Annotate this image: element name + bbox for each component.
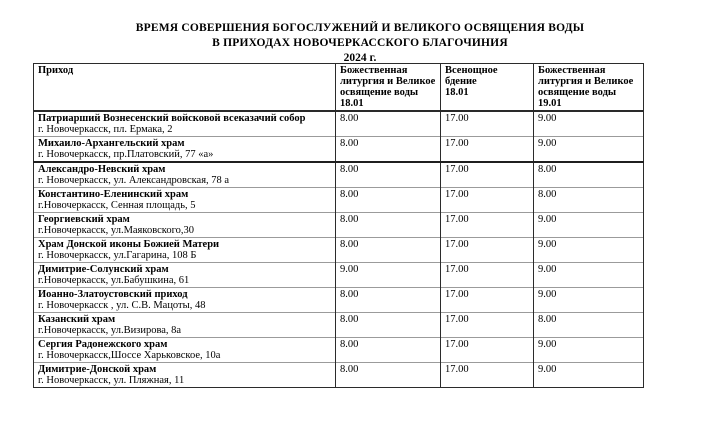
parish-cell [34, 363, 336, 388]
table-row [34, 213, 644, 238]
parish-name: Александро-Невский храм [38, 164, 166, 175]
vigil-18-time-cell: 17.00 [441, 363, 534, 388]
vigil-18-time-cell: 17.00 [441, 137, 534, 163]
liturgy-19-time-cell: 9.00 [534, 363, 644, 388]
parish-address: г.Новочеркасск, Сенная площадь, 5 [38, 200, 196, 211]
parish-name: Сергия Радонежского храм [38, 339, 168, 350]
table-row [34, 338, 644, 363]
parish-cell [34, 338, 336, 363]
liturgy-18-time-cell: 8.00 [336, 188, 441, 213]
parish-address: г.Новочеркасск, ул.Бабушкина, 61 [38, 275, 190, 286]
parish-address: г. Новочеркасск , ул. С.В. Мацоты, 48 [38, 300, 206, 311]
table-row [34, 238, 644, 263]
liturgy-19-time-cell: 9.00 [534, 338, 644, 363]
header-label: Приход [38, 65, 74, 76]
parish-name: Храм Донской иконы Божией Матери [38, 239, 220, 250]
liturgy-18-time-cell: 8.00 [336, 238, 441, 263]
parish-cell [34, 213, 336, 238]
liturgy-19-time-cell: 8.00 [534, 162, 644, 188]
vigil-18-time-cell: 17.00 [441, 162, 534, 188]
parish-address: г.Новочеркасск, ул.Визирова, 8а [38, 325, 182, 336]
liturgy-18-time-cell: 8.00 [336, 162, 441, 188]
header-row [34, 64, 644, 112]
column-header-liturgy-19 [534, 64, 644, 112]
table-row [34, 313, 644, 338]
table-row [34, 188, 644, 213]
schedule-table [33, 63, 644, 388]
schedule-table-body [34, 111, 644, 388]
column-header-liturgy-18 [336, 64, 441, 112]
liturgy-19-time-cell: 9.00 [534, 213, 644, 238]
vigil-18-time-cell: 17.00 [441, 288, 534, 313]
parish-name: Константино-Еленинский храм [38, 189, 189, 200]
vigil-18-time-cell: 17.00 [441, 188, 534, 213]
table-row [34, 162, 644, 188]
parish-name: Казанский храм [38, 314, 116, 325]
parish-cell [34, 313, 336, 338]
document-year: 2024 г. [343, 52, 377, 64]
liturgy-19-time-cell: 9.00 [534, 137, 644, 163]
parish-cell [34, 162, 336, 188]
parish-cell [34, 137, 336, 163]
parish-name: Михаило-Архангельский храм [38, 138, 185, 149]
liturgy-19-time-cell: 9.00 [534, 288, 644, 313]
liturgy-18-time-cell: 9.00 [336, 263, 441, 288]
liturgy-19-time-cell: 8.00 [534, 313, 644, 338]
table-row [34, 137, 644, 163]
liturgy-18-time-cell: 8.00 [336, 111, 441, 137]
parish-name: Димитрие-Донской храм [38, 364, 157, 375]
parish-name: Иоанно-Златоустовский приход [38, 289, 188, 300]
column-header-parish [34, 64, 336, 112]
table-row [34, 288, 644, 313]
column-header-vigil-18 [441, 64, 534, 112]
header-label: Всенощное бдение [445, 65, 498, 87]
vigil-18-time-cell: 17.00 [441, 338, 534, 363]
liturgy-18-time-cell: 8.00 [336, 213, 441, 238]
table-row [34, 263, 644, 288]
document-title-line2: В ПРИХОДАХ НОВОЧЕРКАССКОГО БЛАГОЧИНИЯ [212, 37, 508, 49]
parish-name: Димитрие-Солунский храм [38, 264, 169, 275]
parish-cell [34, 188, 336, 213]
header-label: Божественная литургия и Великое освящение воды [538, 65, 634, 98]
liturgy-19-time-cell: 9.00 [534, 111, 644, 137]
liturgy-18-time-cell: 8.00 [336, 313, 441, 338]
document-title-line1: ВРЕМЯ СОВЕРШЕНИЯ БОГОСЛУЖЕНИЙ И ВЕЛИКОГО ОСВЯЩЕНИЯ ВОДЫ [135, 22, 585, 34]
parish-address: г. Новочеркасск, ул.Гагарина, 108 Б [38, 250, 197, 261]
parish-address: г. Новочеркасск, пл. Ермака, 2 [38, 124, 173, 135]
parish-address: г. Новочеркасск, ул. Александровская, 78 а [38, 175, 230, 186]
header-date: 18.01 [445, 87, 469, 98]
vigil-18-time-cell: 17.00 [441, 213, 534, 238]
liturgy-18-time-cell: 8.00 [336, 288, 441, 313]
liturgy-18-time-cell: 8.00 [336, 137, 441, 163]
parish-cell [34, 238, 336, 263]
parish-cell [34, 263, 336, 288]
parish-cell [34, 288, 336, 313]
document-title-block [0, 0, 720, 65]
liturgy-19-time-cell: 9.00 [534, 238, 644, 263]
table-row [34, 363, 644, 388]
vigil-18-time-cell: 17.00 [441, 238, 534, 263]
parish-cell [34, 111, 336, 137]
vigil-18-time-cell: 17.00 [441, 111, 534, 137]
header-date: 18.01 [340, 98, 364, 109]
liturgy-18-time-cell: 8.00 [336, 363, 441, 388]
parish-address: г. Новочеркасск, ул. Пляжная, 11 [38, 375, 185, 386]
liturgy-19-time-cell: 8.00 [534, 188, 644, 213]
table-row [34, 111, 644, 137]
parish-address: г. Новочеркасск, пр.Платовский, 77 «а» [38, 149, 214, 160]
parish-address: г. Новочеркасск,Шоссе Харьковское, 10а [38, 350, 221, 361]
header-label: Божественная литургия и Великое освящение воды [340, 65, 436, 98]
parish-address: г.Новочеркасск, ул.Маяковского,30 [38, 225, 195, 236]
vigil-18-time-cell: 17.00 [441, 263, 534, 288]
liturgy-19-time-cell: 9.00 [534, 263, 644, 288]
parish-name: Патриарший Вознесенский войсковой всеказачий собор [38, 113, 306, 124]
parish-name: Георгиевский храм [38, 214, 130, 225]
vigil-18-time-cell: 17.00 [441, 313, 534, 338]
header-date: 19.01 [538, 98, 562, 109]
liturgy-18-time-cell: 8.00 [336, 338, 441, 363]
